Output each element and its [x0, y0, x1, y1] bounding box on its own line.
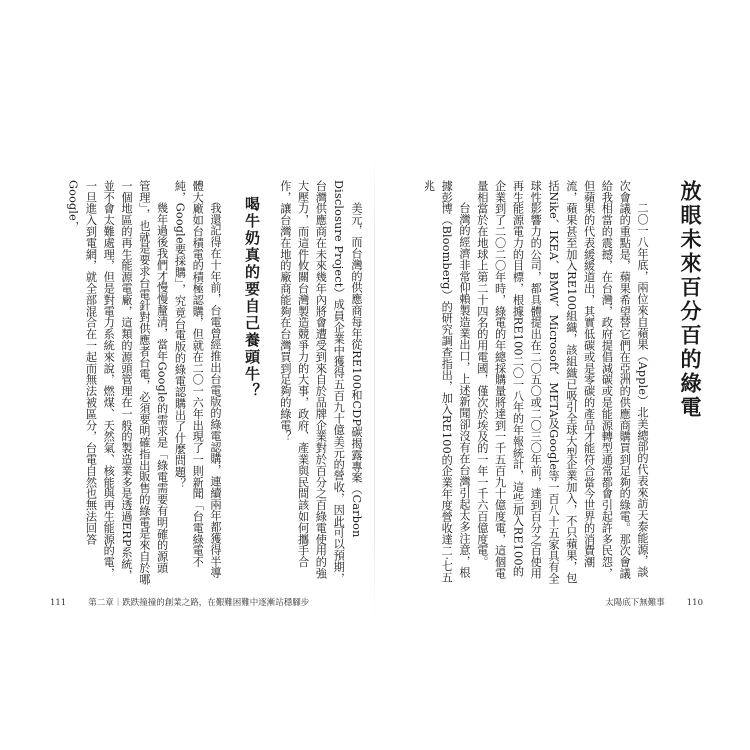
paragraph: 我還記得在十年前，台電曾經推出台電版的綠電認購，連續兩年都獲得半導體大廠如台積電的積極認購，但就在二〇一六年出現了一則新聞「台電綠電不純，Google要採購」，究竟台電版的綠電認購出了什麼問題？ — [173, 180, 223, 579]
section-heading: 喝牛奶真的要自己養頭牛？ — [243, 196, 262, 400]
right-page — [385, 150, 703, 620]
right-footer — [605, 595, 703, 611]
paragraph: 二〇一八年底，兩位來自蘋果（Apple）北美總部的代表來訪天泰能源，談次會議的重點是，蘋果希望替它們在亞洲的供應商購買到足夠的綠電。那次會議給我相當的震撼，在台灣，政府提倡減碳或是能源轉型通常都會引起許多民怨，但蘋果的代表緩緩道出，其實低碳或是零碳的產品才能符合當今世界的消費潮流，蘋果甚至加入RE100組織，該組織已吸引全球大型企業加入，不只蘋果，包括Nike、IKEA、BMW、Microsoft、META及Google等一百八十五家具有全球性影響力的公司，都具體提出在二〇五〇或二〇三〇年前，達到百分之百使用再生能源電力的目標，根據RE100二〇一八年的年報統計，這些加入RE100的企業到了二〇二〇年時，綠電的年總採購量將達到一千五百九十億度電，這個電量相當於在地球上第二十四名的用電國，僅次於埃及的一年一千六百億度電。 — [475, 180, 649, 585]
paragraph: 美元，而台灣的供應商每年從RE100和CDP碳揭露專案（Carbon Disclosure Project）成員企業中獲得五百九十億美元的營收，因此可以預期，台灣供應商在未來幾年內將會遭受到來自於品牌企業對於百分之百綠電使用的強大壓力，而這件攸關台灣製造競爭力的大事，政府、產業與民間該如何攜手合作，讓台灣在地的廠商能夠在台灣買到足夠的綠電？ — [278, 180, 363, 584]
right-text-frame — [385, 180, 703, 585]
running-footer-title: 第二章｜跌跌撞撞的創業之路，在艱難困難中逐漸站穩腳步 — [88, 598, 310, 608]
left-text-frame — [50, 180, 365, 585]
running-footer-title: 太陽底下無難事 — [605, 598, 665, 608]
page-number: 111 — [50, 598, 67, 608]
chapter-title: 放眼未來百分百的綠電 — [678, 180, 702, 420]
page-number: 110 — [686, 598, 703, 608]
left-footer — [50, 595, 309, 611]
paragraph: 幾年過後我們才慢慢釐清，當年Google的需求是「綠電需要有明確的源頭管理」，也就是要求台電針對供應者台電，必須要明確指出販售的綠電是來自於哪一個地區的再生能源電廠，這類的源頭管理在一般的製造業多是透過ERP系統，並不會太難處理，但是對電力系統來說，燃煤、天然氣、核能與再生能源的電，一旦進入到電網，就全部混合在一起而無法被區分，台電自然也無法回答Google， — [66, 180, 169, 585]
paragraph: 台灣的經濟非常仰賴製造業出口，上述新聞卻沒有在台灣引起太多注意，根據彭博（Bloomberg）的研究調查指出，加入RE100的企業年度營收達二‧七五兆 — [422, 180, 472, 584]
page-gutter — [374, 150, 375, 620]
left-page — [50, 150, 365, 620]
